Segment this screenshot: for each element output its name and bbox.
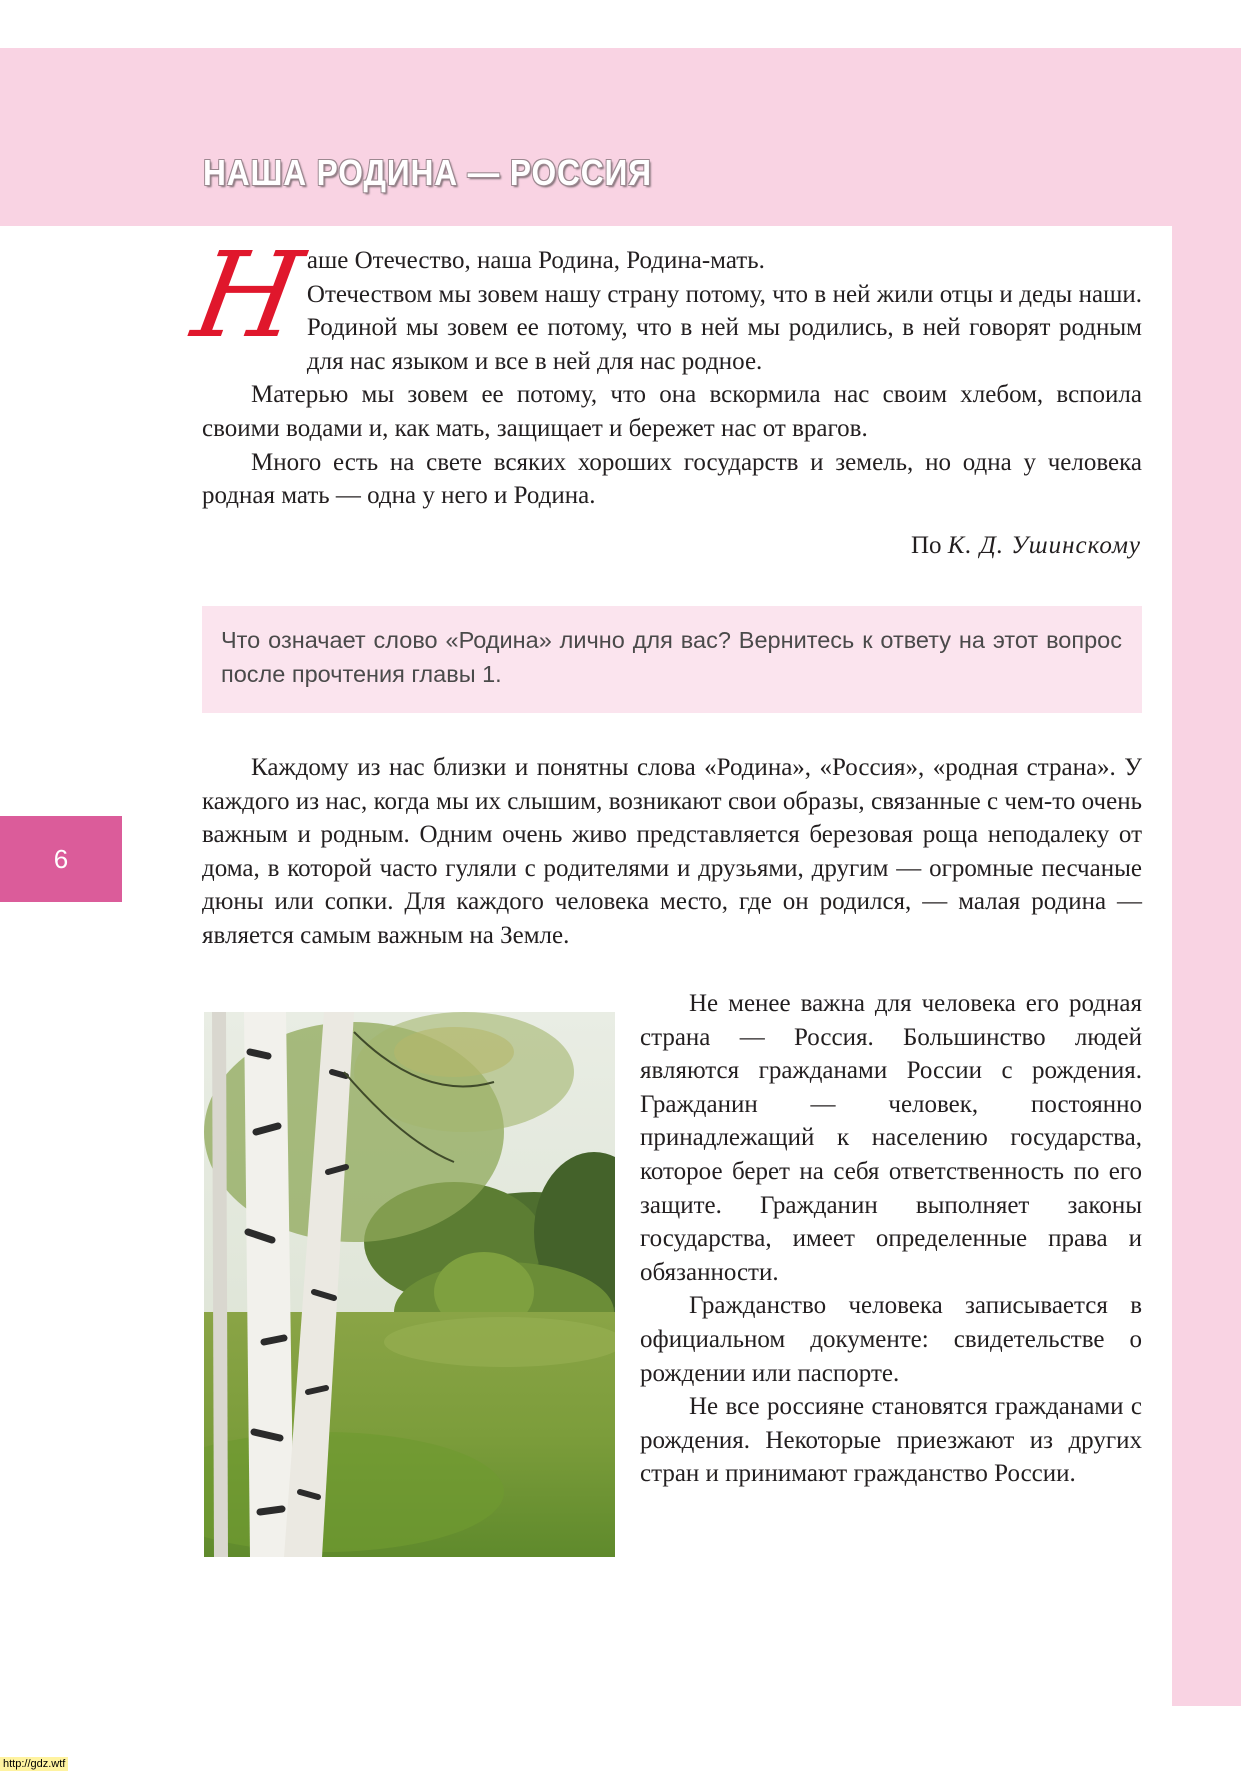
body-paragraph-3: Гражданство человека записывается в официальном документе: свидетельстве о рождении или паспорте. [640,1292,1142,1387]
page-title: НАША РОДИНА — РОССИЯ [203,152,652,193]
attribution [911,532,1141,560]
body-paragraph-1-block [202,751,1142,953]
body-paragraph-4: Не все россияне становятся гражданами с рождения. Некоторые приезжают из других стран и принимают гражданство России. [640,1393,1142,1488]
intro-paragraph-2: Отечеством мы зовем нашу страну потому, что в ней жили отцы и деды наши. Родиной мы зовем ее потому, что в ней мы родились, в ней говорят родным для нас языком и все в ней для нас родное. [306,280,1142,375]
header-band [0,48,1241,226]
drop-cap-letter: Н [184,226,312,364]
question-text: Что означает слово «Родина» лично для вас? Вернитесь к ответу на этот вопрос после прочтения главы 1. [221,627,1122,687]
birch-grove-photo [204,1012,615,1557]
intro-paragraph-3: Матерью мы зовем ее потому, что она вскормила нас своим хлебом, вспоила своими водами и, как мать, защищает и бережет нас от врагов. [202,381,1142,442]
footer-url[interactable]: http://gdz.wtf [0,1757,68,1771]
body-paragraph-1: Каждому из нас близки и понятны слова «Родина», «Россия», «родная страна». У каждого из нас, когда мы их слышим, возникают свои образы, связанные с чем-то очень важным и родным. Одним очень живо представляется березовая роща неподалеку от дома, в которой часто гуляли с родителями и друзьями, другим — огромные песчаные дюны или сопки. Для каждого человека место, где он родился, — малая родина — является самым важным на Земле. [202,754,1142,949]
page-number-tab [0,816,122,902]
intro-paragraph-4: Много есть на свете всяких хороших государств и земель, но одна у человека родная мать — одна у него и Родина. [202,448,1142,510]
intro-paragraph-1: аше Отечество, наша Родина, Родина-мать. [306,247,765,274]
right-margin-strip [1172,48,1241,1706]
page-number: 6 [53,844,69,874]
intro-text [184,226,1142,513]
body-paragraph-2: Не менее важна для человека его родная страна — Россия. Большинство людей являются гражданами России с рождения. Гражданин — человек, постоянно принадлежащий к населению государства, которое берет на себя ответственность по его защите. Гражданин выполняет законы государства, имеет определенные права и обязанности. [640,990,1142,1286]
attribution-author: К. Д. Ушинскому [947,532,1141,559]
question-box [202,606,1142,713]
body-text-column [640,987,1142,1491]
attribution-prefix: По [910,532,942,559]
